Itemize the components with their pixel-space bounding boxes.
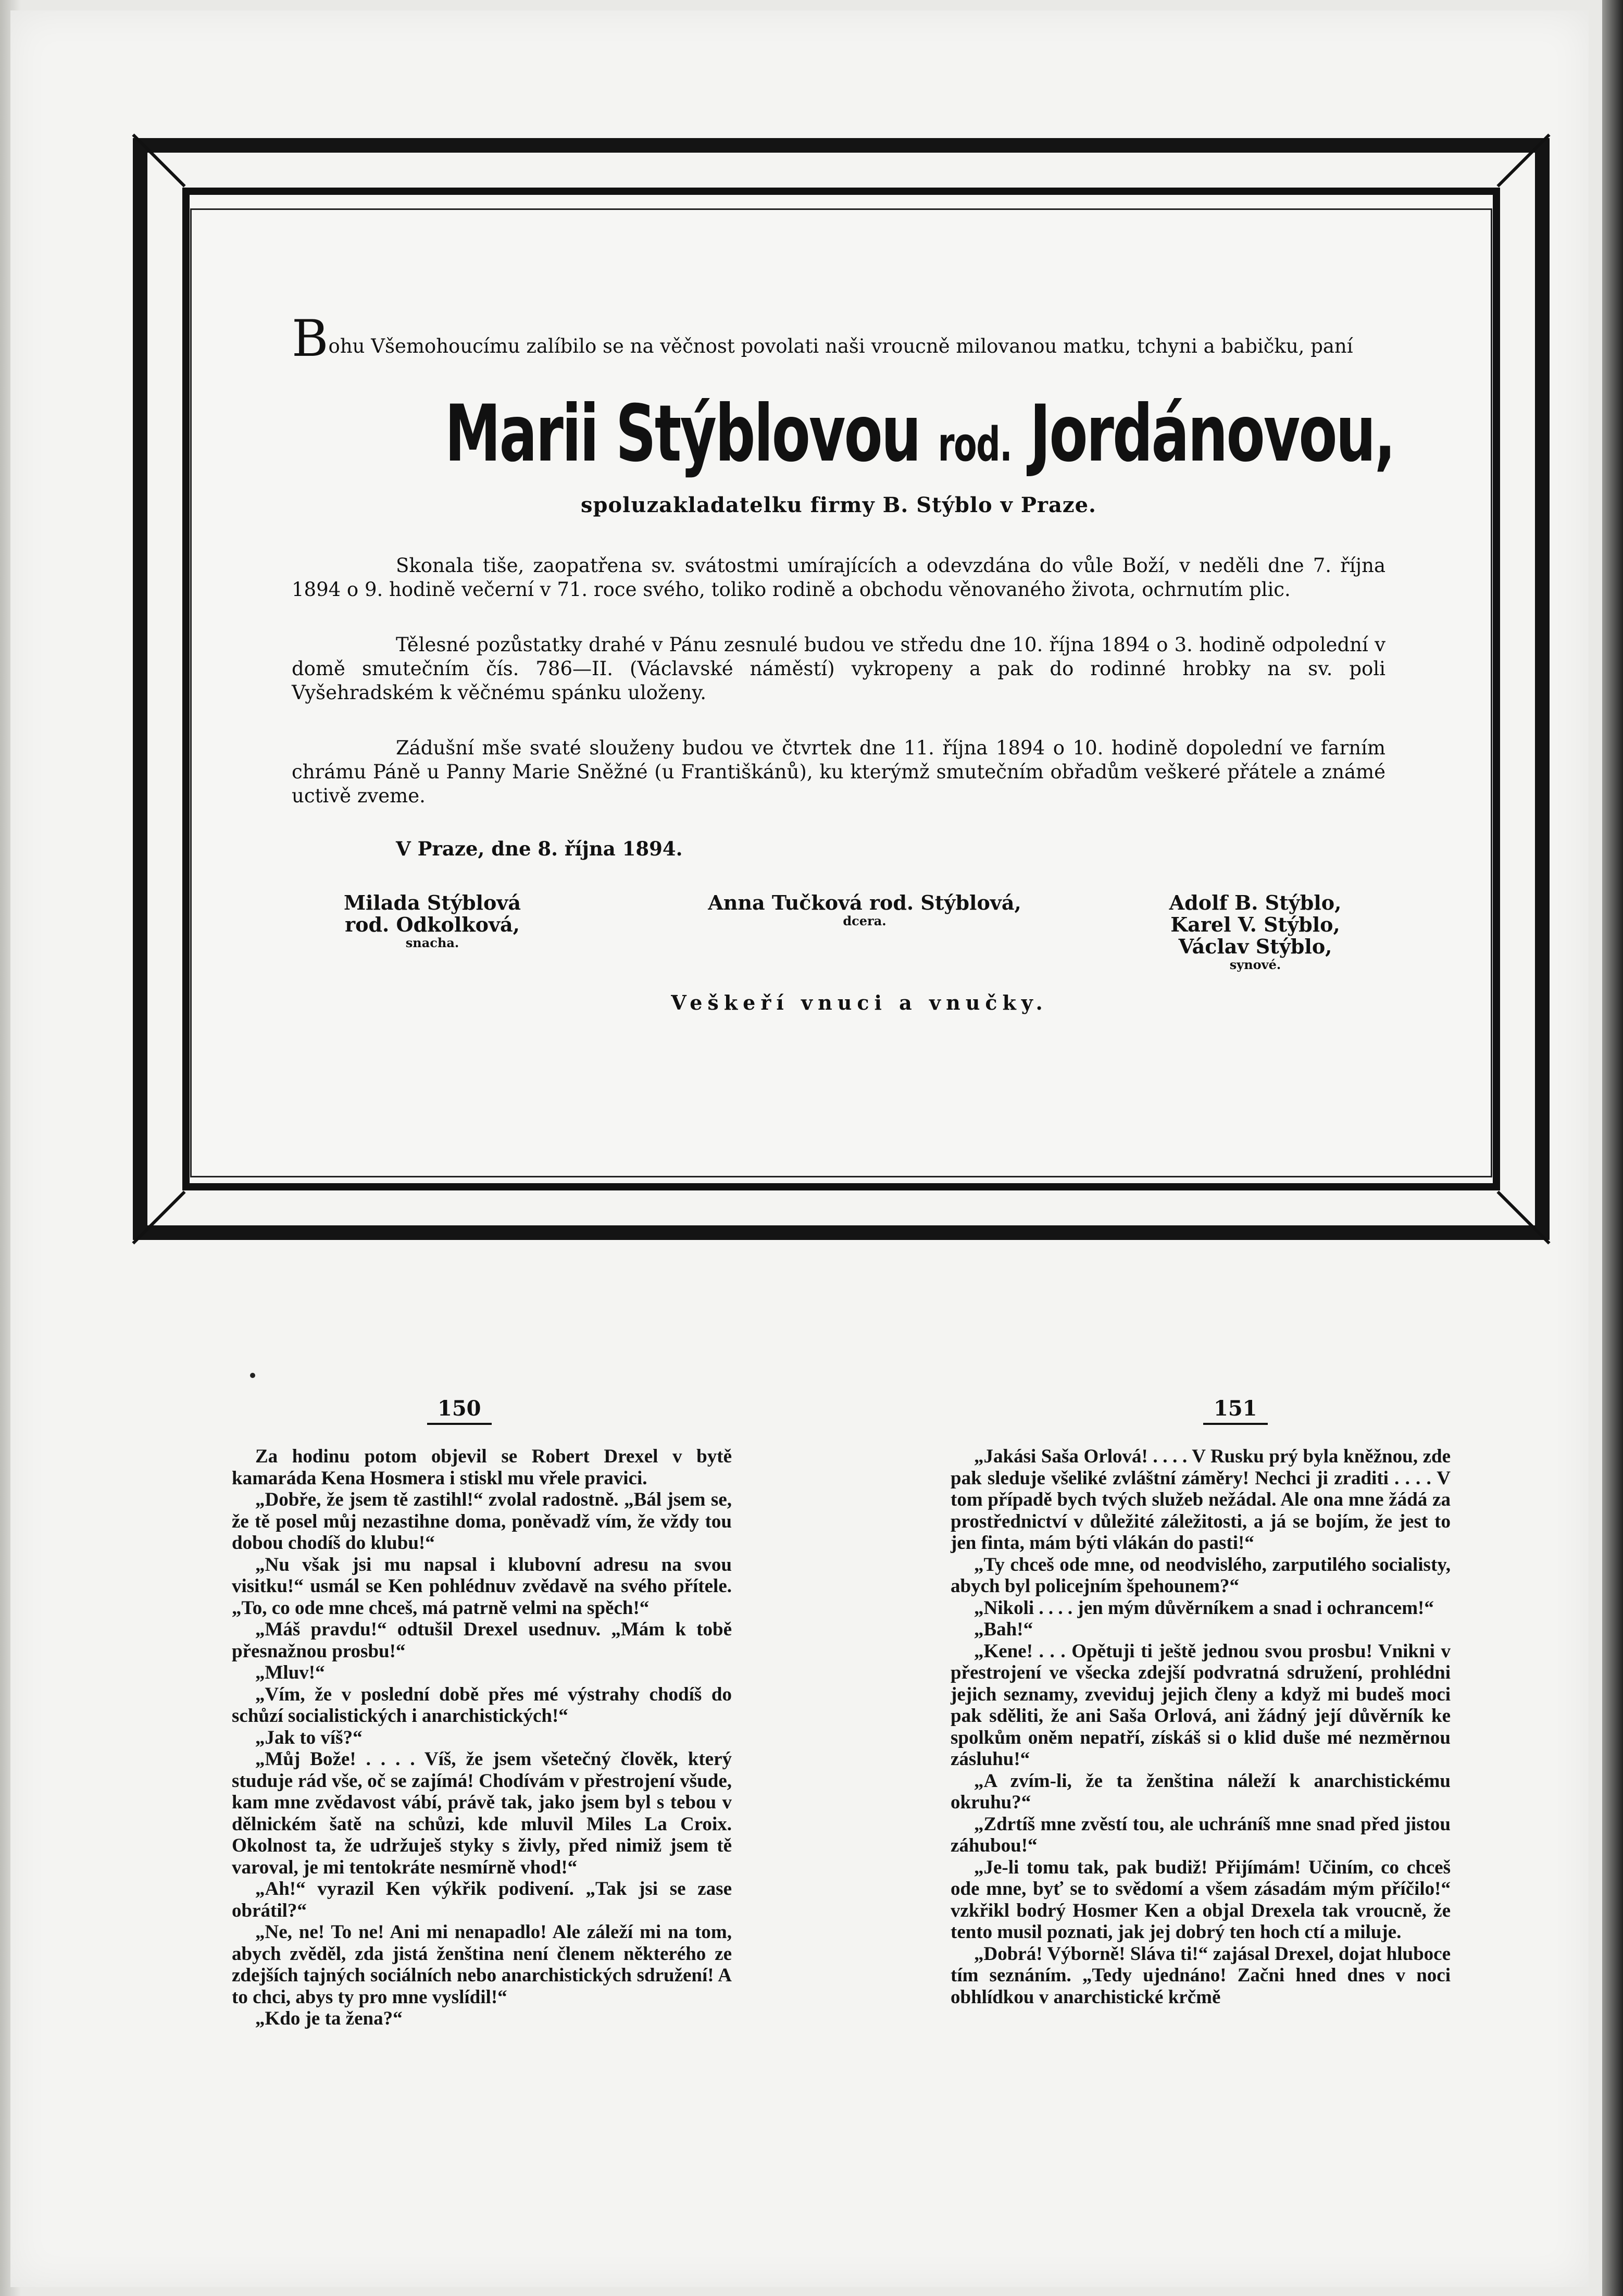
paragraph: „Ty chceš ode mne, od neodvislého, zarputilého socialisty, abych byl policejním špehounem?“ [951, 1554, 1451, 1597]
paragraph: „Můj Bože! . . . . Víš, že jsem všetečný člověk, který studuje rád vše, oč se zajímá! Chodívám v přestrojení všude, kam mne zvědavost vábí, právě tak, jako jsem byl s tebou v dělnickém šatě na schůzi, kde mluvil Miles La Croix. Okolnost ta, že udržuješ styky s živly, před nimiž jsem tě varoval, je mi tentokráte nesmírně vhod!“ [232, 1748, 732, 1878]
paragraph: Za hodinu potom objevil se Robert Drexel v bytě kamaráda Kena Hosmera i stiskl mu vřele pravici. [232, 1446, 732, 1489]
paragraph: „A zvím-li, že ta ženština náleží k anarchistickému okruhu?“ [951, 1770, 1451, 1813]
signer-sons [1146, 892, 1365, 972]
signer-role: dcera. [843, 913, 887, 928]
ink-speck [250, 1373, 255, 1378]
page-number-left: 150 [427, 1396, 492, 1425]
paragraph: „Dobrá! Výborně! Sláva ti!“ zajásal Drexel, dojat hluboce tím seznáním. „Tedy ujednáno! Začni hned dnes v noci obhlídkou v anarchistické krčmě [951, 1943, 1451, 2008]
paragraph: „Mluv!“ [255, 1662, 325, 1683]
notice-paragraph-death [292, 554, 1385, 602]
signer-line: Milada Stýblová [343, 891, 521, 914]
paragraph-text: Zádušní mše svaté slouženy budou ve čtvrtek dne 11. října 1894 o 10. hodině dopolední ve farním chrámu Páně u Panny Marie Sněžné (u Františkánů), ku kterýmž smutečním obřadům veškeré přátele a známé uctivě zveme. [292, 737, 1385, 807]
paragraph: „Je-li tomu tak, pak budiž! Přijímám! Učiním, co chceš ode mne, byť se to svědomí a všem zásadám mým příčilo!“ vzkřikl bodrý Hosmer Ken a objal Drexela tak vroucně, že tento musil poznati, jak jej dobrý ten hoch ctí a miluje. [951, 1856, 1451, 1943]
page-edge-shadow [1602, 0, 1623, 2296]
paragraph: „Vím, že v poslední době přes mé výstrahy chodíš do schůzí socialistických i anarchistických!“ [232, 1683, 732, 1727]
signer-line: Karel V. Stýblo, [1170, 913, 1340, 936]
paragraph: „Zdrtíš mne zvěstí tou, ale uchráníš mne snad před jistou záhubou!“ [951, 1813, 1451, 1856]
signer-line: Václav Stýblo, [1178, 935, 1332, 958]
text-column-left [232, 1446, 732, 2030]
notice-paragraph-burial [292, 633, 1385, 705]
signer-daughter-in-law [323, 892, 542, 950]
paragraph: „Jakási Saša Orlová! . . . . V Rusku prý byla kněžnou, zde pak sleduje všeliké zvláštní záměry! Nechci ji zraditi . . . . V tom případě bych tvých služeb nežádal. Ale ona mne žádá za prostřednictví v důležité záležitosti, a já se bojím, že jest to jen finta, mám býti vlákán do pasti!“ [951, 1446, 1451, 1554]
paragraph: „Dobře, že jsem tě zastihl!“ zvolal radostně. „Bál jsem se, že tě posel můj nezastihne doma, poněvadž vím, že vždy tou dobou chodíš do klubu!“ [232, 1489, 732, 1554]
signer-line: Anna Tučková rod. Stýblová, [708, 891, 1021, 914]
intro-dropcap: B [292, 309, 329, 368]
page-number-right: 151 [1203, 1396, 1268, 1425]
paragraph: „Kdo je ta žena?“ [255, 2008, 403, 2029]
intro-text: ohu Všemohoucímu zalíbilo se na věčnost povolati naši vroucně milovanou matku, tchyni a babičku, paní [328, 335, 1353, 357]
notice-dateline: V Praze, dne 8. října 1894. [396, 837, 683, 860]
paragraph-text: Tělesné pozůstatky drahé v Pánu zesnulé budou ve středu dne 10. října 1894 o 3. hodině odpolední v domě smutečním čís. 786—II. (Václavské náměstí) vykropeny a pak do rodinné hrobky na sv. poli Vyšehradském k věčnému spánku uloženy. [292, 634, 1385, 704]
paragraph-text: Skonala tiše, zaopatřena sv. svátostmi umírajících a odevzdána do vůle Boží, v neděli dne 7. října 1894 o 9. hodině večerní v 71. roce svého, toliko rodině a obchodu věnovaného života, ochrnutím plic. [292, 554, 1385, 601]
paragraph: „Kene! . . . Opětuji ti ještě jednou svou prosbu! Vnikni v přestrojení ve všecka zdejší podvratná sdružení, prohlédni jejich seznamy, zveviduj jejich členy a když mi budeš moci pak sděliti, že ani Saša Orlová, ani žádný její důvěrník ke spolkům oněm nepatří, získáš si o klid duše mé nezměrnou zásluhu!“ [951, 1640, 1451, 1770]
signers-block [292, 892, 1385, 981]
paragraph: „Ah!“ vyrazil Ken výkřik podivení. „Tak jsi se zase obrátil?“ [232, 1878, 732, 1921]
paragraph: „Ne, ne! To ne! Ani mi nenapadlo! Ale záleží mi na tom, abych zvěděl, zda jistá ženština není členem některého ze zdejších tajných sociálních nebo anarchistických sdružení! A to chci, abys ty pro mne vyslídil!“ [232, 1921, 732, 2008]
name-rod: rod. [938, 417, 1012, 472]
notice-paragraph-mass [292, 736, 1385, 808]
name-maiden: Jordánovou, [1030, 389, 1394, 479]
paragraph: „Máš pravdu!“ odtušil Drexel usednuv. „Mám k tobě přesnažnou prosbu!“ [232, 1619, 732, 1662]
notice-intro [292, 309, 1385, 368]
signer-daughter [667, 892, 1063, 928]
paragraph: „Jak to víš?“ [255, 1727, 363, 1748]
signer-line: rod. Odkolková, [345, 913, 520, 936]
signer-role: snacha. [405, 935, 459, 950]
mourning-notice [292, 309, 1394, 1015]
notice-closing: Veškeří vnuci a vnučky. [671, 991, 1048, 1014]
signer-role: synové. [1229, 957, 1281, 972]
paragraph: „Nu však jsi mu napsal i klubovní adresu na svou visitku!“ usmál se Ken pohlédnuv zvědavě na svého přítele. „To, co ode mne chceš, má patrně velmi na spěch!“ [232, 1554, 732, 1619]
signer-line: Adolf B. Stýblo, [1169, 891, 1342, 914]
paragraph: „Bah!“ [974, 1619, 1033, 1640]
deceased-subtitle: spoluzakladatelku firmy B. Stýblo v Praze. [581, 493, 1096, 517]
name-main: Marii Stýblovou [445, 389, 920, 479]
text-column-right [951, 1446, 1451, 2008]
deceased-name [445, 389, 1394, 489]
paragraph: „Nikoli . . . . jen mým důvěrníkem a snad i ochrancem!“ [974, 1597, 1434, 1619]
